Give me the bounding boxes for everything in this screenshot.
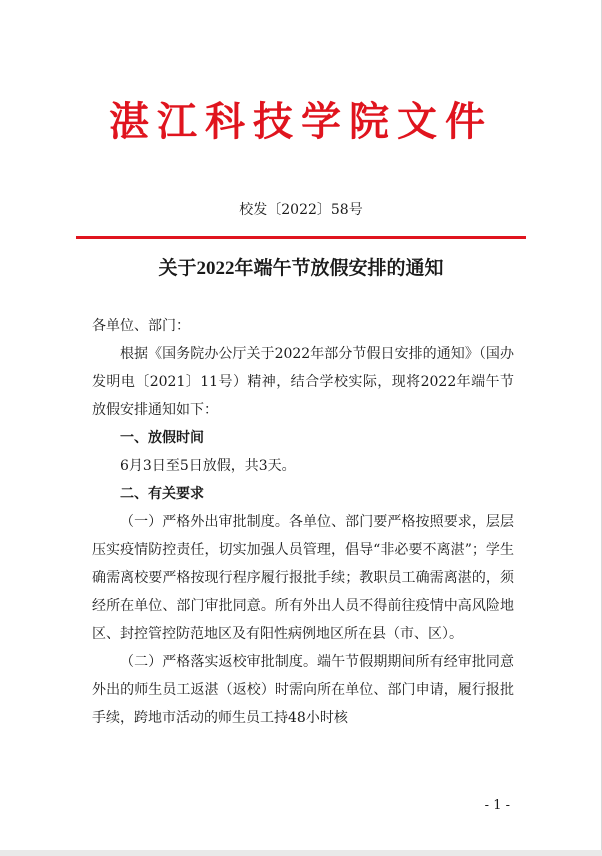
page-number: - 1 -	[484, 798, 510, 813]
requirement-item-2: （二）严格落实返校审批制度。端午节假期期间所有经审批同意外出的师生员工返湛（返校）时需向所在单位、部门申请，履行报批手续，跨地市活动的师生员工持48小时核	[92, 654, 514, 726]
section-heading-time: 一、放假时间	[120, 430, 204, 446]
red-separator-line	[76, 236, 526, 239]
document-body	[92, 312, 514, 732]
intro-paragraph: 根据《国务院办公厅关于2022年部分节假日安排的通知》（国办发明电〔2021〕11号）精神，结合学校实际，现将2022年端午节放假安排通知如下：	[92, 346, 514, 418]
section-heading-requirements: 二、有关要求	[120, 486, 204, 502]
salutation: 各单位、部门：	[92, 318, 190, 334]
page-edge-bottom	[0, 850, 602, 856]
notice-title: 关于2022年端午节放假安排的通知	[158, 258, 444, 279]
document-number: 校发〔2022〕58号	[239, 202, 363, 218]
section-text-time: 6月3日至5日放假，共3天。	[120, 458, 296, 474]
requirement-item-1: （一）严格外出审批制度。各单位、部门要严格按照要求，层层压实疫情防控责任，切实加强人员管理，倡导“非必要不离湛”；学生确需离校要严格按现行程序履行报批手续；教职员工确需离湛的，须经所在单位、部门审批同意。所有外出人员不得前往疫情中高风险地区、封控管控防范地区及有阳性病例地区所在县（市、区）。	[92, 514, 514, 642]
issuer-header-title: 湛江科技学院文件	[109, 98, 493, 145]
